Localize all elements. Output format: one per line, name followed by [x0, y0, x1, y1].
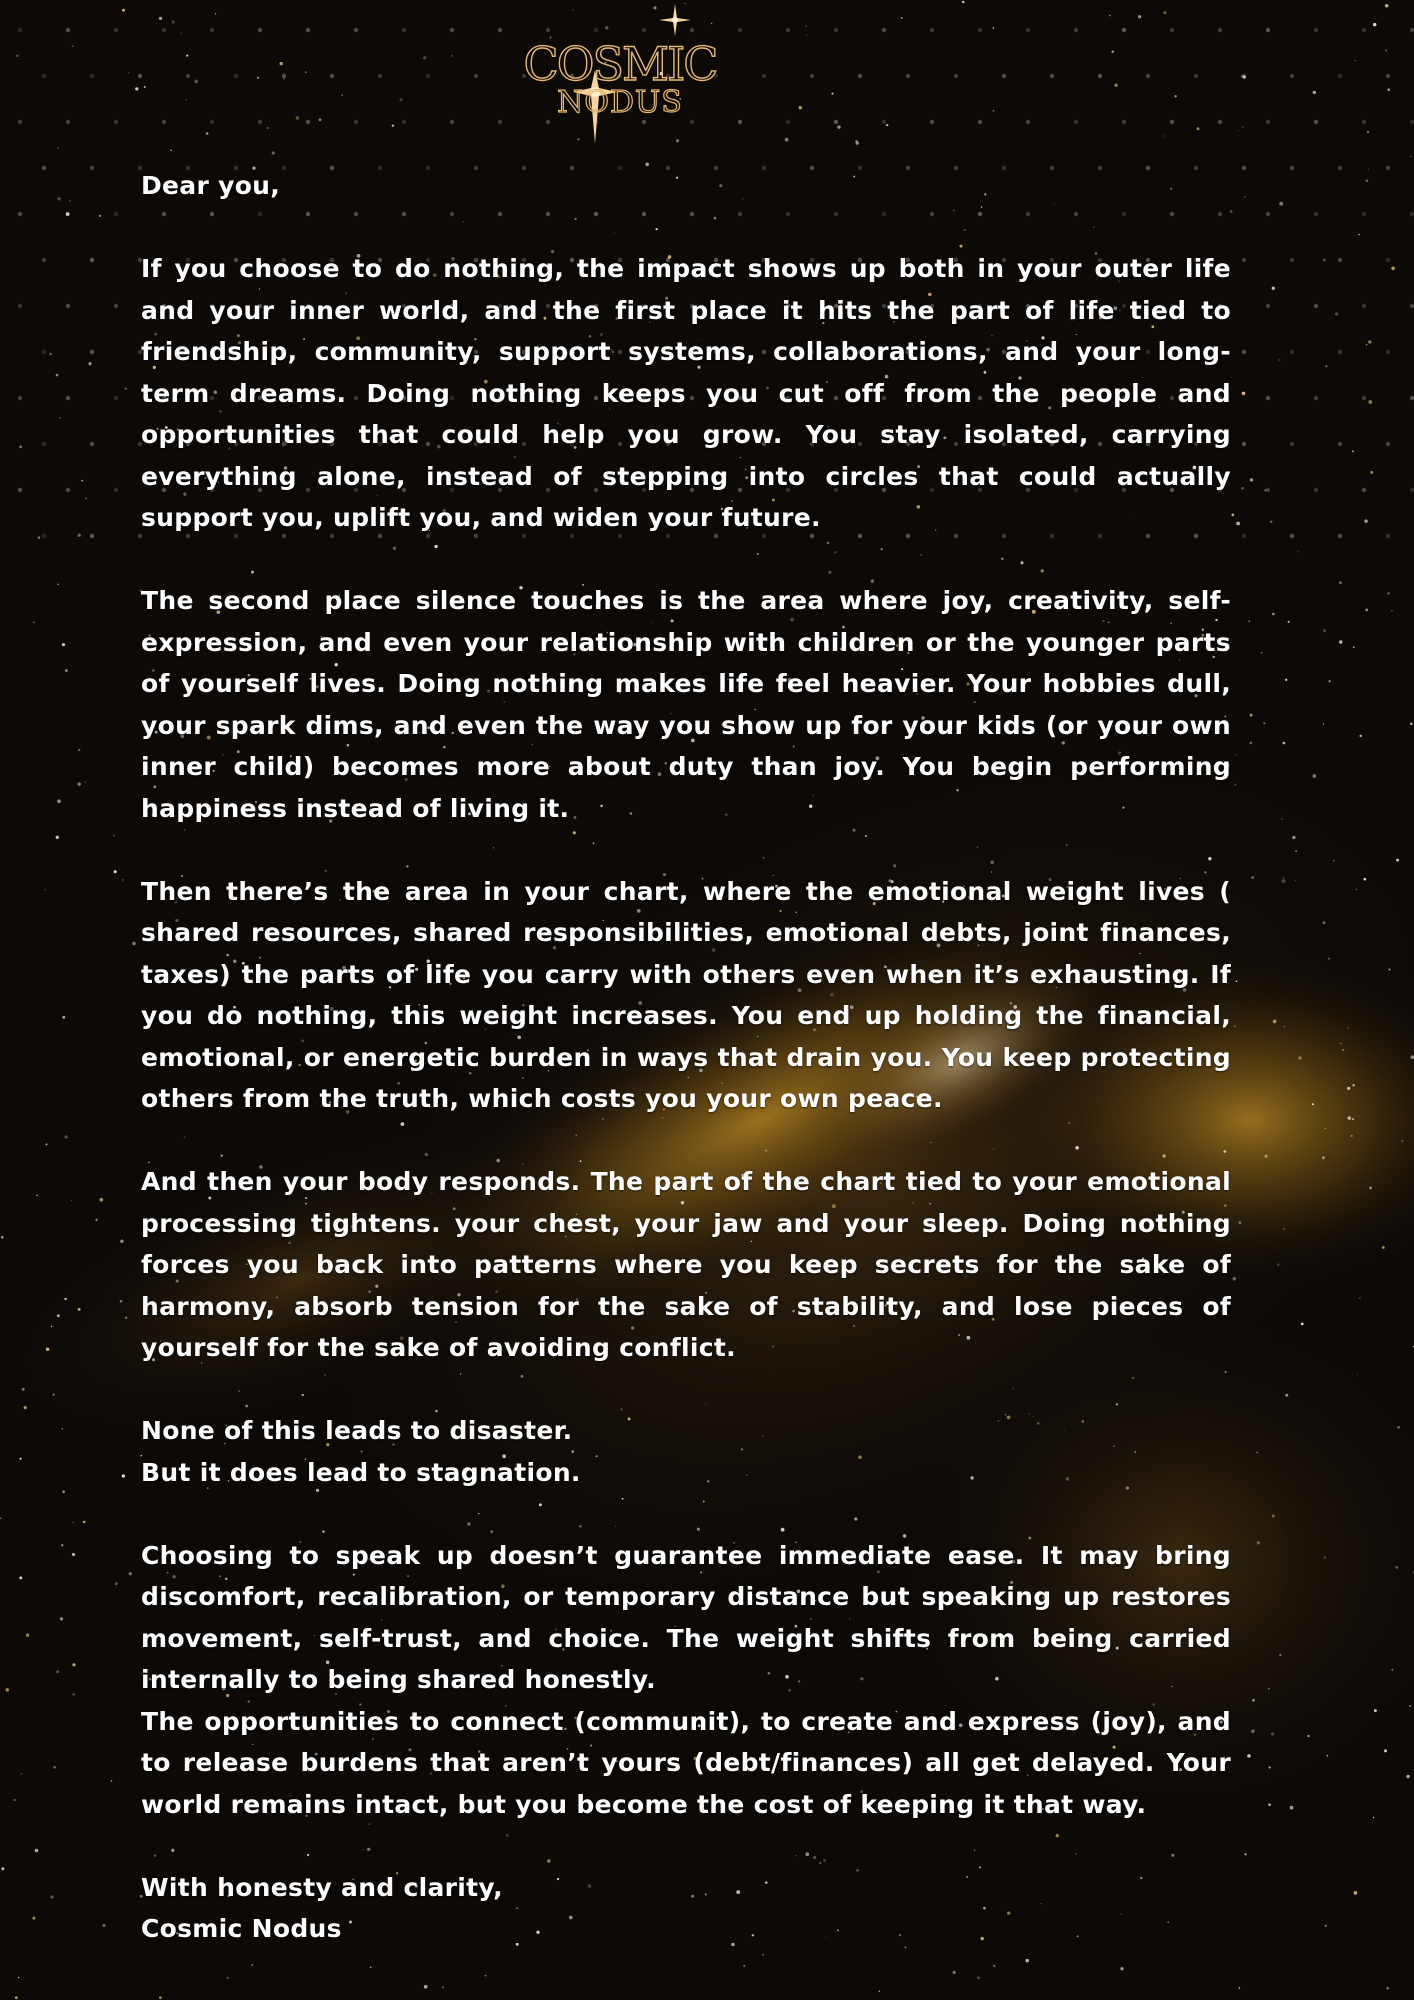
- paragraph-body: And then your body responds. The part of the chart tied to your emotional processing tightens. your chest, your jaw and your sleep. Doing nothing forces you back into patterns where you keep secrets for the sake of harmony, absorb tension for the sake of stability, and lose pieces of yourself for the sake of avoiding conflict.: [141, 1167, 1231, 1362]
- paragraph-community: If you choose to do nothing, the impact shows up both in your outer life and your inner world, and the first place it hits the part of life tied to friendship, community, support systems, collaborations, and your long-term dreams. Doing nothing keeps you cut off from the people and opportunities that could help you grow. You stay isolated, carrying everything alone, instead of stepping into circles that could actually support you, uplift you, and widen your future.: [141, 254, 1231, 532]
- paragraph-choosing: Choosing to speak up doesn’t guarantee immediate ease. It may bring discomfort, recalibration, or temporary distance but speaking up restores movement, self-trust, and choice. The weight shifts from being carried internally to being shared honestly.: [141, 1540, 1231, 1694]
- paragraph-joy: The second place silence touches is the area where joy, creativity, self-expression, and even your relationship with children or the younger parts of yourself lives. Doing nothing makes life feel heavier. Your hobbies dull, your spark dims, and even the way you show up for your kids (or your own inner child) becomes more about duty than joy. You begin performing happiness instead of living it.: [141, 586, 1231, 823]
- cosmic-nodus-logo: [515, 0, 725, 150]
- signature: Cosmic Nodus: [141, 1914, 342, 1943]
- paragraph-opportunities: The opportunities to connect (communit), to create and express (joy), and to release burdens that aren’t yours (debt/finances) all get delayed. Your world remains intact, but you become the cost of keeping it that way.: [141, 1706, 1231, 1819]
- paragraph-shared-resources: Then there’s the area in your chart, where the emotional weight lives ( shared resources, shared responsibilities, emotional debts, joint finances, taxes) the parts of life you carry with others even when it’s exhausting. If you do nothing, this weight increases. You end up holding the financial, emotional, or energetic burden in ways that drain you. You keep protecting others from the truth, which costs you your own peace.: [141, 876, 1231, 1113]
- closing-line: With honesty and clarity,: [141, 1872, 503, 1902]
- logo-word-nodus: NODUS: [557, 85, 683, 120]
- logo-word-cosmic: COSMIC: [523, 37, 717, 91]
- stagnation-block: [141, 1410, 1231, 1493]
- stagnation-line-2: But it does lead to stagnation.: [141, 1457, 581, 1487]
- salutation: Dear you,: [141, 171, 281, 200]
- stagnation-line-1: None of this leads to disaster.: [141, 1416, 573, 1445]
- letter-body: [141, 165, 1231, 1991]
- signoff-block: [141, 1867, 1231, 1950]
